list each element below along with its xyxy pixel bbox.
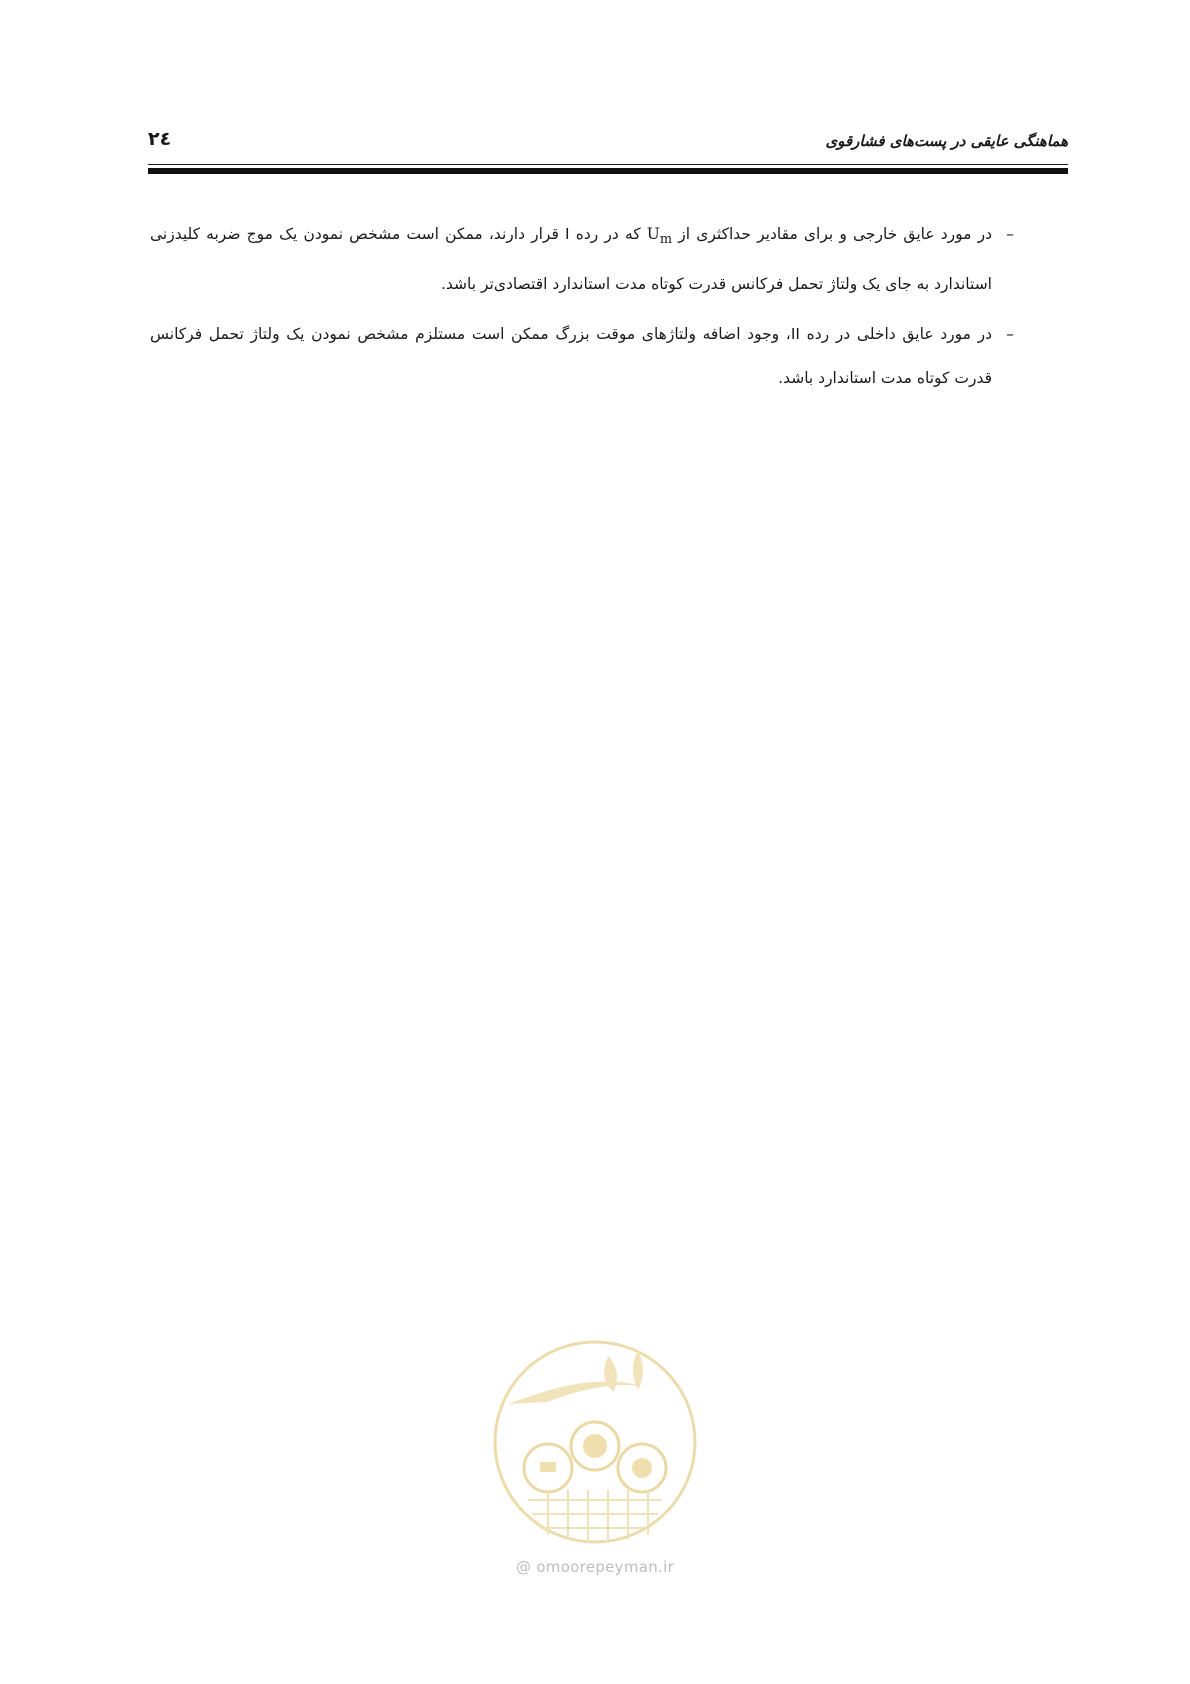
header-rule-thick: [148, 168, 1068, 174]
bullet-item-external-insulation: [150, 212, 1020, 306]
bullet-text-part2: که در رده I قرار دارند، ممکن است مشخص نمودن یک موج ضربه کلیدزنی استاندارد به جای یک ولتاژ تحمل فرکانس قدرت کوتاه مدت استاندارد اقتصادی‌تر باشد.: [150, 225, 992, 294]
bullet-item-internal-insulation: [150, 312, 1020, 400]
bullet-text-part1: در مورد عایق خارجی و برای مقادیر حداکثری از: [678, 225, 992, 243]
header-rule-thin: [148, 164, 1068, 165]
omoorepeyman-logo-icon: [488, 1330, 702, 1554]
page-number: ۲٤: [148, 128, 172, 150]
bullet-dash: –: [1006, 225, 1014, 243]
watermark-site: @ omoorepeyman.ir: [515, 1558, 675, 1576]
body-bullet-list: [150, 212, 1020, 406]
bullet-dash: –: [1006, 325, 1014, 344]
watermark: [488, 1330, 702, 1580]
page-header: [148, 124, 1068, 154]
um-symbol: [646, 225, 673, 248]
um-main: U: [646, 225, 660, 243]
header-title: هماهنگی عایقی در پست‌های فشارقوی: [825, 132, 1068, 150]
um-subscript: m: [659, 232, 673, 248]
bullet-text: در مورد عایق داخلی در رده II، وجود اضافه ولتاژهای موقت بزرگ ممکن است مستلزم مشخص نمودن یک ولتاژ تحمل فرکانس قدرت کوتاه مدت استاندارد باشد.: [150, 325, 992, 388]
